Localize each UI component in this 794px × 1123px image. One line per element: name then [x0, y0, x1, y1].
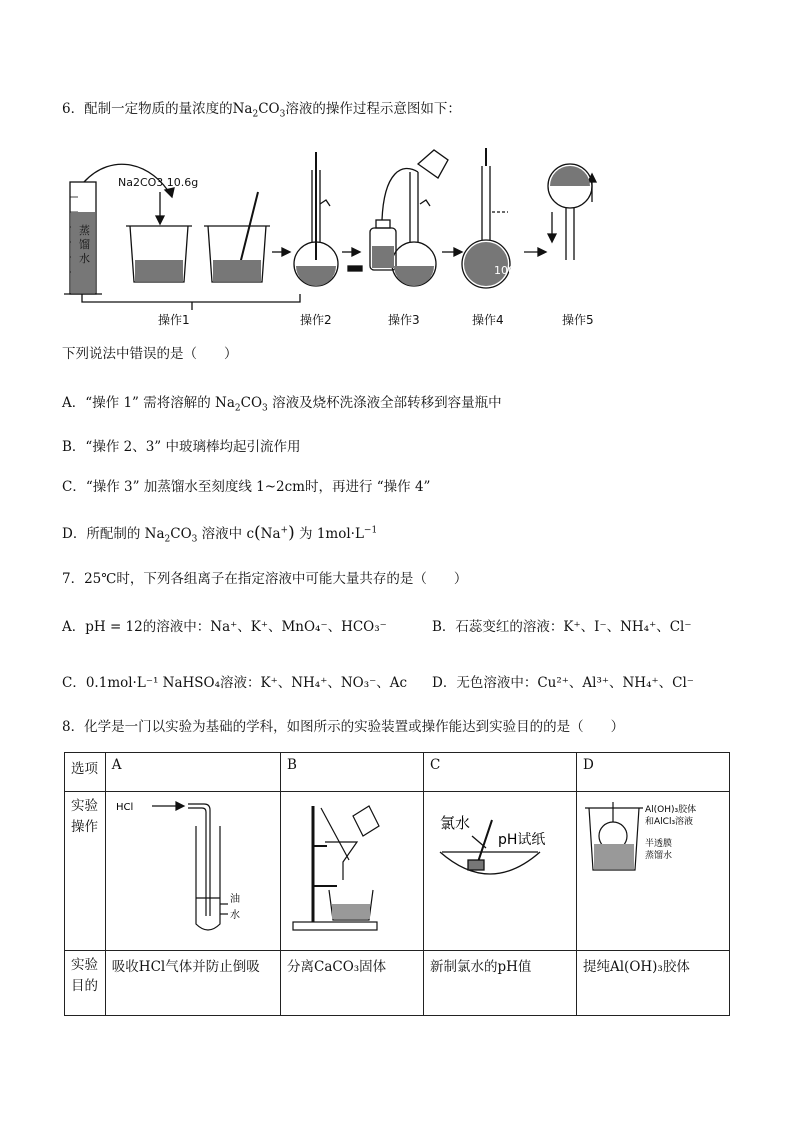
q7-option-c: C．0.1mol·L⁻¹ NaHSO₄溶液：K⁺、NH₄⁺、NO₃⁻、Ac: [62, 675, 408, 691]
svg-text:HCl: HCl: [115, 802, 134, 813]
op3-label: 操作3: [388, 313, 420, 327]
fig-c-cell: [423, 792, 576, 951]
svg-text:Al(OH)₃胶体: Al(OH)₃胶体: [644, 805, 697, 815]
svg-text:蒸馏水: 蒸馏水: [644, 851, 672, 861]
operation-label: 实验操作: [65, 792, 106, 951]
fig-b-filtration: [287, 796, 417, 936]
fig-a-cell: [105, 792, 280, 951]
fig-d-cell: [576, 792, 729, 951]
q6-stem: [62, 100, 461, 118]
q7-option-a: A．pH = 12的溶液中：Na⁺、K⁺、MnO₄⁻、HCO₃⁻: [62, 619, 387, 635]
svg-text:氯水: 氯水: [439, 814, 470, 832]
q6-option-c: C．“操作 3” 加蒸馏水至刻度线 1~2cm时，再进行 “操作 4”: [62, 479, 431, 495]
q7-option-b: B．石蕊变红的溶液：K⁺、I⁻、NH₄⁺、Cl⁻: [432, 619, 692, 635]
goal-b: 分离CaCO₃固体: [280, 951, 423, 1016]
fig-a-gas-absorption: [112, 796, 272, 936]
q6-procedure-figure: [62, 142, 622, 327]
q6-option-a: A．“操作 1” 需将溶解的 $Na_2CO_3$ 溶液及烧杯洗涤液全部转移到容量瓶中: [62, 395, 502, 414]
op4-label: 操作4: [472, 313, 504, 327]
svg-text:油: 油: [229, 894, 240, 905]
fig-d-dialysis: [583, 796, 723, 936]
svg-text:水: 水: [229, 910, 240, 921]
q6-option-d: D．所配制的 $Na_2CO_3$ 溶液中 c(Na+) 为 $1mol\cdot L^{-1}$: [62, 523, 378, 545]
q7-option-d: D．无色溶液中：Cu²⁺、Al³⁺、NH₄⁺、Cl⁻: [432, 675, 694, 691]
header-a: A: [105, 753, 280, 792]
header-c: C: [423, 753, 576, 792]
svg-text:馏: 馏: [79, 238, 90, 251]
fig-b-cell: [280, 792, 423, 951]
svg-text:水: 水: [79, 252, 90, 265]
op5-label: 操作5: [562, 313, 594, 327]
header-d: D: [576, 753, 729, 792]
q7-stem: 7．25℃时，下列各组离子在指定溶液中可能大量共存的是（ ）: [62, 571, 468, 587]
svg-text:和AlCl₃溶液: 和AlCl₃溶液: [644, 817, 694, 827]
fig-c-ph-test: [430, 796, 570, 936]
cylinder-label: 蒸: [79, 224, 90, 237]
op2-label: 操作2: [300, 313, 332, 327]
q6-stem-pre: 6．配制一定物质的量浓度的: [62, 101, 233, 117]
goal-d: 提纯Al(OH)₃胶体: [576, 951, 729, 1016]
q6-option-b: B．“操作 2、3” 中玻璃棒均起引流作用: [62, 439, 301, 455]
svg-text:pH试纸: pH试纸: [497, 832, 546, 848]
svg-text:半透膜: 半透膜: [644, 839, 672, 849]
q8-stem: 8．化学是一门以实验为基础的学科，如图所示的实验装置或操作能达到实验目的的是（ ）: [62, 719, 625, 735]
q8-header-row: [65, 753, 730, 792]
goal-c: 新制氯水的pH值: [423, 951, 576, 1016]
q8-table: [64, 752, 730, 1016]
goal-a: 吸收HCl气体并防止倒吸: [105, 951, 280, 1016]
header-b: B: [280, 753, 423, 792]
flask-volume: 100mL: [494, 264, 532, 277]
solute-label: Na2CO3 10.6g: [118, 176, 199, 189]
q8-goal-row: [65, 951, 730, 1016]
q6-formula: $Na_2CO_3$: [232, 101, 286, 120]
q6-stem-post: 溶液的操作过程示意图如下：: [285, 101, 461, 117]
q8-operation-row: [65, 792, 730, 951]
header-option: 选项: [65, 753, 106, 792]
goal-label: 实验目的: [65, 951, 106, 1016]
q6-question: 下列说法中错误的是（ ）: [62, 346, 238, 362]
op1-label: 操作1: [158, 313, 190, 327]
